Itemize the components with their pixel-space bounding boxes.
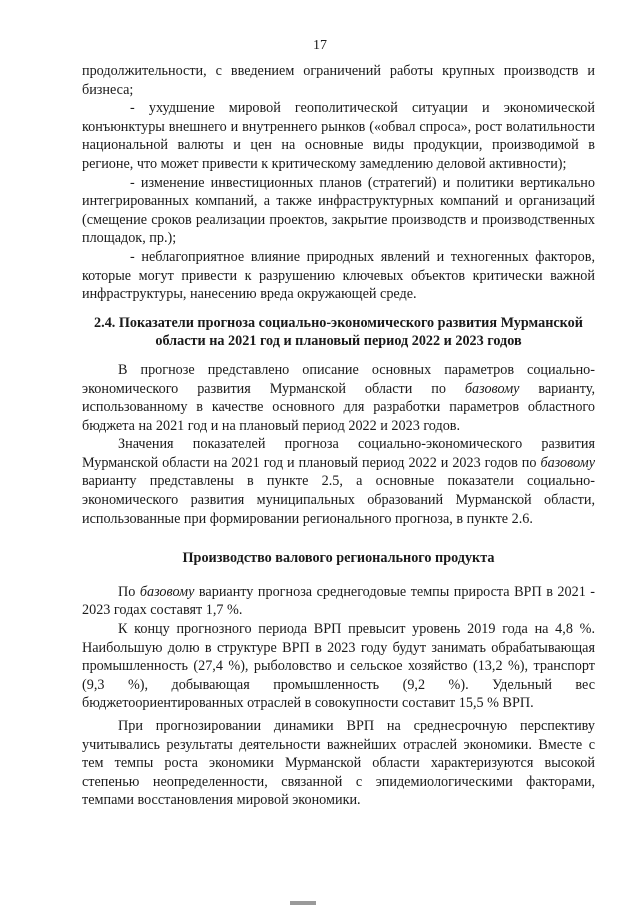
- section-heading-2-4: 2.4. Показатели прогноза социально-экономического развития Мурманской области на 2021 год и плановый период 2022 и 2023 годов: [94, 314, 583, 350]
- bullet-natural-factors: - неблагоприятное влияние природных явлений и техногенных факторов, которые могут привести к разрушению ключевых объектов критически важной инфраструктуры, нанесению вреда окружающей среде.: [82, 248, 595, 303]
- paragraph-indicator-values: Значения показателей прогноза социально-экономического развития Мурманской области на 2021 год и плановый период 2022 и 2023 годов по базовому варианту представлены в пункте 2.5, а основные показатели социально-экономического развития муниципальных образований Мурманской области, использованные при формировании регионального прогноза, в пункте 2.6.: [82, 436, 595, 527]
- document-body: [82, 62, 595, 810]
- paragraph-continuation: продолжительности, с введением ограничений работы крупных производств и бизнеса;: [82, 63, 595, 98]
- paragraph-grp-structure: К концу прогнозного периода ВРП превысит уровень 2019 года на 4,8 %. Наибольшую долю в структуре ВРП в 2023 году будут занимать обрабатывающая промышленность (27,4 %), рыболовство и сельское хозяйство (13,2 %), транспорт (9,3 %), добывающая промышленность (9,2 %). Удельный вес бюджетоориентированных отраслей в совокупности составит 15,5 % ВРП.: [82, 621, 595, 712]
- paragraph-grp-growth: По базовому варианту прогноза среднегодовые темпы прироста ВРП в 2021 - 2023 годах составят 1,7 %.: [82, 583, 596, 619]
- paragraph-forecast-description: В прогнозе представлено описание основных параметров социально-экономического развития Мурманской области по базовому варианту, использованному в качестве основного для разработки параметров областного бюджета на 2021 год и на плановый период 2022 и 2023 годов.: [82, 361, 595, 434]
- paragraph-grp-forecasting: При прогнозировании динамики ВРП на среднесрочную перспективу учитывались результаты деятельности важнейших отраслей экономики. Вместе с тем темпы роста экономики Мурманской области характеризуются высокой степенью неопределенности, связанной с эпидемиологическими факторами, темпами восстановления мировой экономики.: [82, 718, 595, 809]
- bullet-investment-plans: - изменение инвестиционных планов (стратегий) и политики вертикально интегрированных компаний, а также инфраструктурных компаний и организаций (смещение сроков реализации проектов, закрытие производств и производственных площадок, пр.);: [82, 174, 595, 247]
- page-number: 17: [313, 38, 327, 53]
- section-heading-grp: Производство валового регионального продукта: [182, 550, 495, 567]
- scan-artifact: [290, 901, 316, 905]
- bullet-geopolitical: - ухудшение мировой геополитической ситуации и экономической конъюнктуры внешнего и внутреннего рынков («обвал спроса», рост волатильности национальной валюты и цен на основные виды продукции, производимой в регионе, что может привести к критическому замедлению деловой активности);: [82, 100, 595, 172]
